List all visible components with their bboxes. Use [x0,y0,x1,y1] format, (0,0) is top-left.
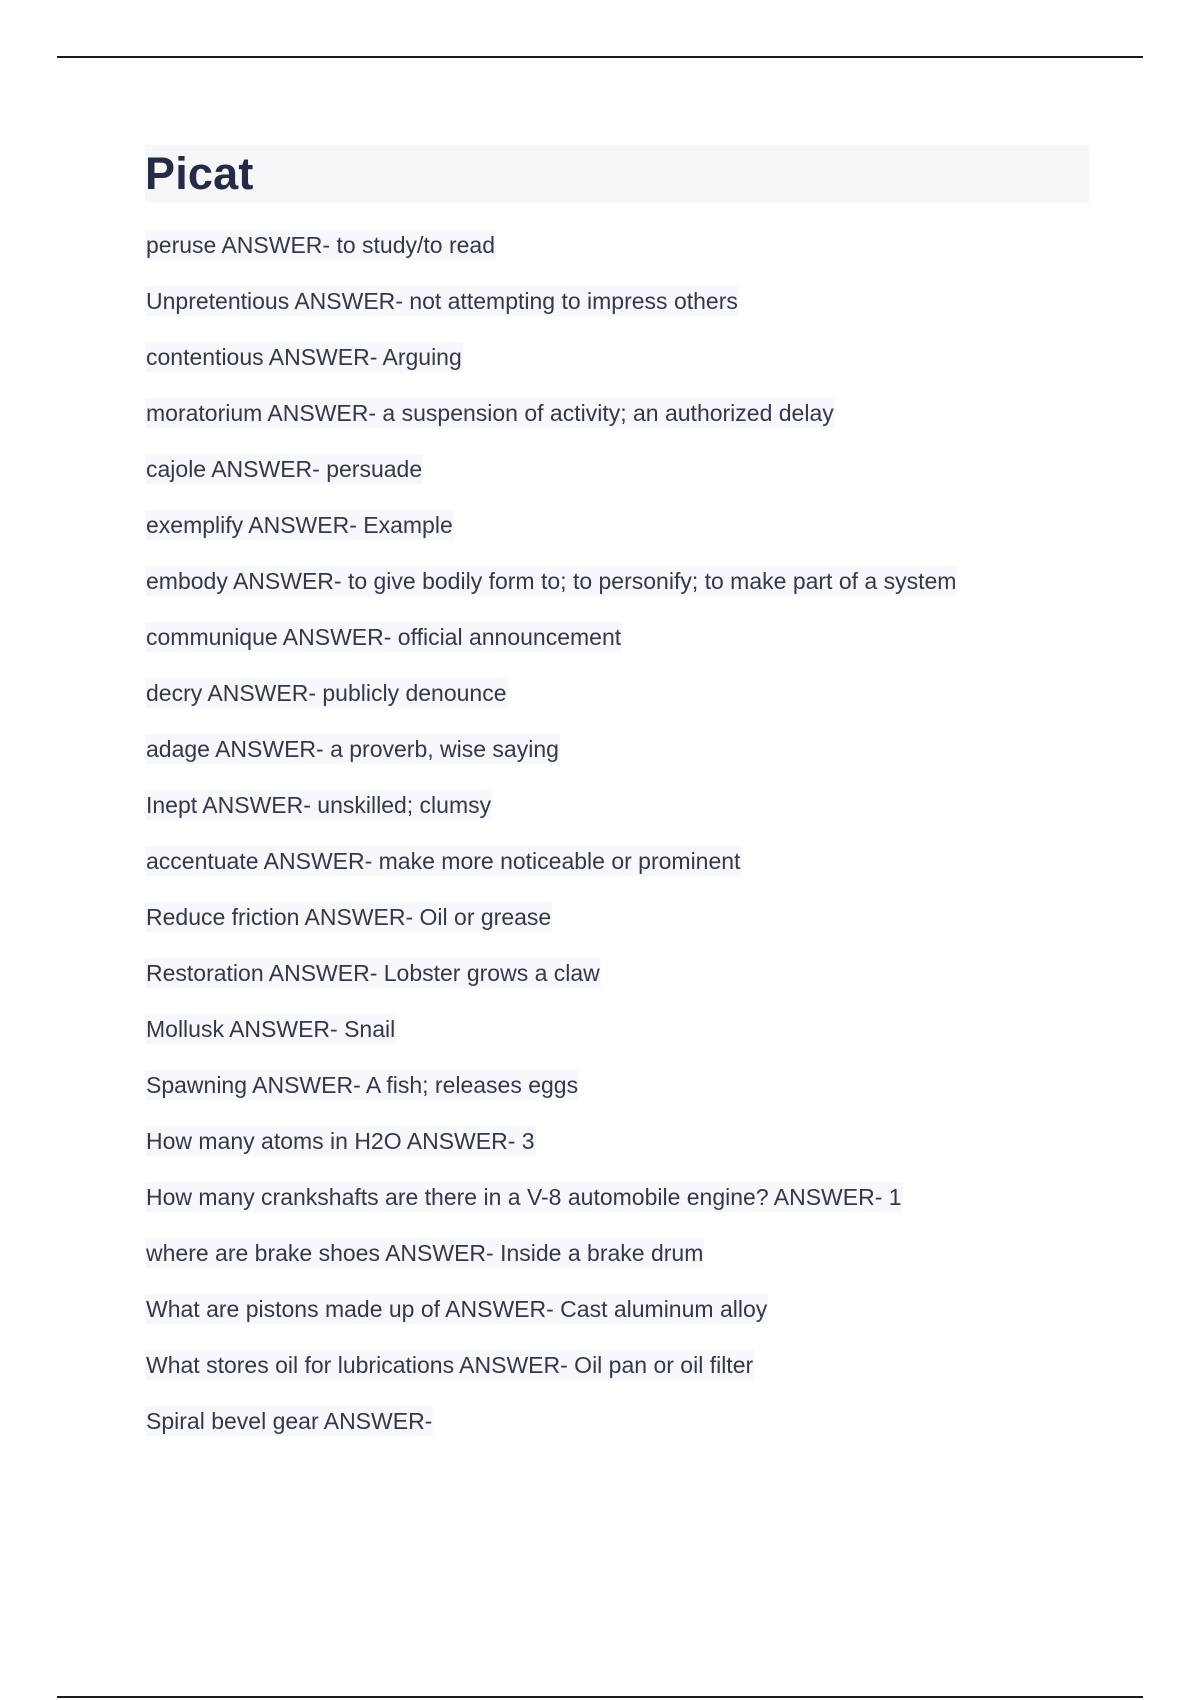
list-item [145,1169,1089,1225]
list-item [145,1057,1089,1113]
list-item [145,497,1089,553]
list-item [145,777,1089,833]
qa-text: Restoration ANSWER- Lobster grows a claw [146,960,600,986]
list-item [145,1281,1089,1337]
list-item [145,721,1089,777]
list-item [145,1001,1089,1057]
qa-text: Unpretentious ANSWER- not attempting to impress others [146,288,738,314]
qa-text: Spiral bevel gear ANSWER- [146,1408,433,1434]
qa-text: How many atoms in H2O ANSWER- 3 [146,1128,535,1154]
qa-list [145,217,1089,1449]
list-item [145,1337,1089,1393]
list-item [145,609,1089,665]
list-item [145,665,1089,721]
document-content [145,145,1089,1449]
qa-text: How many crankshafts are there in a V-8 automobile engine? ANSWER- 1 [146,1184,902,1210]
list-item [145,329,1089,385]
qa-text: cajole ANSWER- persuade [146,456,423,482]
qa-text: embody ANSWER- to give bodily form to; to personify; to make part of a system [146,568,957,594]
qa-text: peruse ANSWER- to study/to read [146,232,495,258]
qa-text: Spawning ANSWER- A fish; releases eggs [146,1072,579,1098]
qa-text: moratorium ANSWER- a suspension of activity; an authorized delay [146,400,834,426]
list-item [145,1393,1089,1449]
list-item [145,441,1089,497]
list-item [145,217,1089,273]
list-item [145,945,1089,1001]
footer-rule [57,1696,1143,1698]
qa-text: where are brake shoes ANSWER- Inside a brake drum [146,1240,704,1266]
document-title: Picat [145,148,254,199]
qa-text: Mollusk ANSWER- Snail [146,1016,396,1042]
qa-text: adage ANSWER- a proverb, wise saying [146,736,559,762]
qa-text: communique ANSWER- official announcement [146,624,622,650]
qa-text: contentious ANSWER- Arguing [146,344,462,370]
list-item [145,273,1089,329]
qa-text: What are pistons made up of ANSWER- Cast aluminum alloy [146,1296,768,1322]
list-item [145,1113,1089,1169]
qa-text: accentuate ANSWER- make more noticeable or prominent [146,848,741,874]
list-item [145,385,1089,441]
qa-text: decry ANSWER- publicly denounce [146,680,507,706]
list-item [145,833,1089,889]
qa-text: Reduce friction ANSWER- Oil or grease [146,904,552,930]
list-item [145,1225,1089,1281]
qa-text: What stores oil for lubrications ANSWER- Oil pan or oil filter [146,1352,754,1378]
title-block [145,145,1089,203]
qa-text: exemplify ANSWER- Example [146,512,453,538]
list-item [145,889,1089,945]
list-item [145,553,1089,609]
header-rule [57,56,1143,58]
qa-text: Inept ANSWER- unskilled; clumsy [146,792,492,818]
